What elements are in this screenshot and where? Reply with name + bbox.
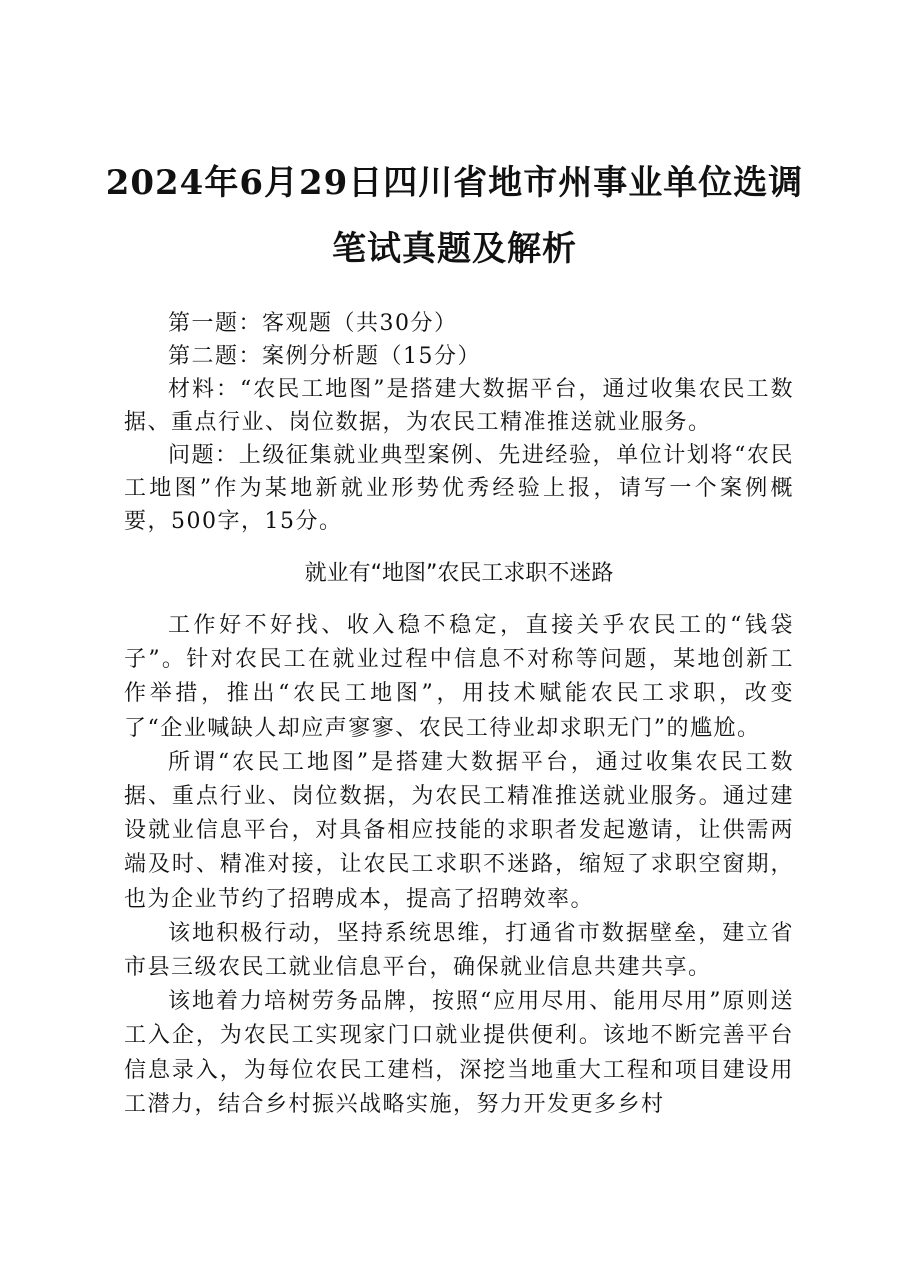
document-title-line-2: 笔试真题及解析 (332, 229, 577, 269)
question-one-line: 第一题：客观题（共30分） (168, 311, 458, 336)
question-two-line: 第二题：案例分析题（15分） (168, 344, 481, 369)
essay-paragraph: 工作好不好找、收入稳不稳定，直接关乎农民工的“钱袋子”。针对农民工在就业过程中信息不对称等问题，某地创新工作举措，推出“农民工地图”，用技术赋能农民工求职，改变了“企业喊缺人却应声寥寥、农民工待业却求职无门”的尴尬。 (124, 613, 794, 741)
question-paragraph: 问题：上级征集就业典型案例、先进经验，单位计划将“农民工地图”作为某地新就业形势优秀经验上报，请写一个案例概要，500字，15分。 (124, 443, 794, 534)
essay-paragraph: 该地积极行动，坚持系统思维，打通省市数据壁垒，建立省市县三级农民工就业信息平台，确保就业信息共建共享。 (124, 920, 794, 981)
intro-section (124, 307, 794, 538)
essay-paragraph: 所谓“农民工地图”是搭建大数据平台，通过收集农民工数据、重点行业、岗位数据，为农民工精准推送就业服务。通过建设就业信息平台，对具备相应技能的求职者发起邀请，让供需两端及时、精准对接，让农民工求职不迷路，缩短了求职空窗期，也为企业节约了招聘成本，提高了招聘效率。 (124, 749, 794, 912)
material-paragraph: 材料：“农民工地图”是搭建大数据平台，通过收集农民工数据、重点行业、岗位数据，为农民工精准推送就业服务。 (124, 377, 794, 435)
essay-body (124, 609, 794, 1122)
essay-subtitle: 就业有“地图”农民工求职不迷路 (304, 561, 614, 586)
document-title-line-1: 2024年6月29日四川省地市州事业单位选调 (105, 163, 804, 203)
essay-paragraph: 该地着力培树劳务品牌，按照“应用尽用、能用尽用”原则送工入企，为农民工实现家门口就业提供便利。该地不断完善平台信息录入，为每位农民工建档，深挖当地重大工程和项目建设用工潜力，结合乡村振兴战略实施，努力开发更多乡村 (124, 989, 794, 1117)
